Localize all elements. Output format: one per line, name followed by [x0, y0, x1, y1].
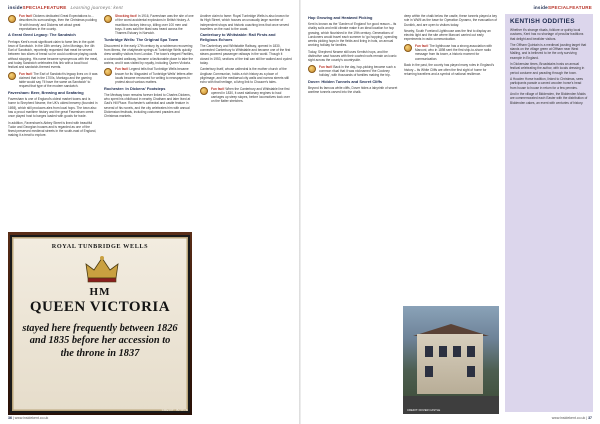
body-paragraph: The Medway town remains forever linked to Charles Dickens, who spent his childhood in nearby Chatham and later lived at Gad's Hill Place. Rochester's cathedral and castle feature in several of his novels, and the city celebrates him with annual Dickensian festivals, including costumed parades and Christmas markets. — [104, 92, 191, 119]
body-paragraph: Another claim to fame: Royal Tunbridge Wells is also known for its High Street, which houses an unusually large number of independent shops and historic coaching inns that once served travellers on the road to the coast. — [200, 14, 290, 31]
folio-right: www.insidekent.co.uk | 37 — [551, 416, 592, 420]
fun-fact-label: Shocking fact! — [115, 14, 137, 18]
left-column-3 — [200, 14, 292, 106]
fun-fact-text: In 1916, Faversham was the site of one of the worst accidental explosions in British history. A munitions factory blew up, killing over 100 men and boys. It was said the blast was heard across the Thames Estuary in Norwich. — [115, 14, 194, 35]
fact-badge-icon — [200, 87, 208, 95]
right-column-1 — [308, 14, 398, 97]
section-heading: Tunbridge Wells: The Original Spa Town — [104, 36, 179, 42]
body-paragraph: Perhaps Kent's most significant claim to fame lies in the quiet town of Sandwich. In the 18th century, John Montagu, the 4th Earl of Sandwich, reportedly requested that meat be served between two slices of bread so he could continue playing cards without stopping. His name became synonymous with the meal, and today Sandwich celebrates this link with a local food festival and sandwich-themed events. — [8, 39, 98, 70]
fact-badge-icon — [308, 65, 316, 73]
left-column-2 — [104, 14, 194, 121]
fun-fact-text: When the Canterbury and Whitstable line first opened in 1830, it used stationary engines to haul carriages up steep slopes, before locomotives took over on the flatter stretches. — [211, 86, 290, 104]
fun-fact — [104, 67, 194, 84]
section-heading: Dover: Hidden Tunnels and Secret Cliffs — [308, 78, 383, 84]
fun-fact-text: Back in the day, hop-picking became such a common ritual that it was nicknamed 'the Cockney holiday', with thousands of families making the trip. — [319, 64, 396, 78]
fun-fact-text: Legend tells that Tunbridge Wells became known for its 'disgusted of Tunbridge Wells' letters after locals became renowned for writing to newspapers in protest about various matters. — [115, 67, 193, 85]
body-paragraph: In Dickensian times, Broadstairs hosts an annual festival celebrating the author, with locals dressing in period costume and parading through the town. — [510, 62, 585, 75]
fun-fact-label: Fun fact! — [115, 67, 129, 72]
body-paragraph: Discovered in the early 17th century by a nobleman recovering from illness, the chalybeate springs at Tunbridge Wells quickly drew wealthy visitors from London. The town's elegant Pantiles, a colonnaded walkway, became a fashionable place to take the waters, and it was visited by royalty, including Queen Victoria. — [104, 43, 194, 65]
fun-fact — [104, 14, 194, 35]
right-column-2 — [404, 14, 498, 78]
body-paragraph: Nearby, South Foreland Lighthouse was the first to display an electric light and the site where Marconi carried out early experiments in radio communication. — [404, 28, 491, 42]
fact-badge-icon — [404, 44, 412, 52]
section-heading: Rochester: In Dickens' Footsteps — [104, 85, 166, 91]
photo-credit-2: CREDIT: DOVER CASTLE — [407, 408, 441, 412]
body-paragraph: A Hooden Horse tradition, linked to Christmas, sees participants parade a carved wooden horse's head from house to house in return for a few pennies. — [510, 77, 583, 90]
fun-fact — [404, 44, 498, 61]
fun-fact-text: The Earl of Sandwich's legacy lives on: it was claimed that in the 1700s, Montagu and the gaming table would say 'I'll have the same as Sandwich' to request that type of the modern sandwich. — [19, 71, 98, 89]
plaque-top-text: ROYAL TUNBRIDGE WELLS — [51, 243, 149, 250]
body-paragraph: Canterbury itself, whose cathedral is the mother church of the Anglican Communion, holds a rich history as a place of pilgrimage, and the mediaeval city walls and narrow streets still echo with that heritage, a living link to Chaucer's tales. — [200, 67, 289, 85]
oddities-title: KENTISH ODDITIES — [510, 18, 575, 25]
body-paragraph: Kent is known as the 'Garden of England' for good reason – its chalky soils and mild climate make it an ideal location for hop growing, which flourished in the 19th century. Generations of Londoners would travel each summer to 'go hopping', spending weeks picking hops in the fields and living in huts, an annual working holiday for families. — [308, 22, 398, 48]
plaque-queen: QUEEN VICTORIA — [29, 299, 171, 315]
photo-credit: CREDIT: ISTOCK — [161, 408, 188, 412]
fun-fact-text: Dickens dedicated Great Expectations to... describes its surroundings, then the Christmas pudding 'lit with brandy' and Dickens set about great expectations in the county. — [19, 14, 97, 31]
plaque-sign — [10, 235, 190, 413]
folio-left: 36 | www.insidekent.co.uk — [8, 416, 49, 420]
fun-fact-label: Fun fact! — [415, 43, 429, 48]
fun-fact — [8, 14, 98, 31]
section-heading: Faversham: Beer, Brewing and Seafaring — [8, 89, 84, 95]
running-head-right: insideSPECIALFEATURE — [533, 5, 592, 10]
section-heading: Canterbury to Whitstable: Rail Firsts and Religious Echoes — [200, 32, 276, 42]
plaque-hm: HM — [89, 286, 111, 298]
fun-fact — [200, 87, 292, 104]
body-paragraph: Whether it's strange rituals, folklore or quirky local customs, Kent has no shortage of peculiar traditions that delight and bewilder visitors. — [510, 28, 584, 41]
body-paragraph: Beyond its famous white cliffs, Dover hides a labyrinth of secret wartime tunnels carved into the chalk. — [308, 86, 398, 95]
fact-badge-icon — [8, 15, 16, 23]
body-paragraph: The Canterbury and Whitstable Railway, opened in 1830, connected Canterbury to Whitstable and became one of the first steam-powered passenger railways in the world. Though it closed in 1953, sections of the trail can still be walked and cycled today. — [200, 43, 292, 65]
body-paragraph: deep within the chalk below the castle, these tunnels played a key role in WWII as the base for Operation Dynamo, the evacuation of Dunkirk, and are open to visitors today. — [404, 14, 498, 27]
fact-badge-icon — [104, 68, 112, 76]
fun-fact-label: Fun fact! — [19, 14, 33, 18]
body-paragraph: Faversham is one of England's oldest market towns and is home to Shepherd Neame, the UK's oldest brewery (founded in 1698), which still produces ales from local hops. The town also has a proud maritime history and the great Faversham creek once played host to barges loaded with goods for trade. — [8, 97, 98, 119]
building-photo — [403, 306, 499, 414]
fun-fact-label: Fun fact! — [19, 71, 33, 76]
fun-fact — [8, 72, 98, 89]
fun-fact — [308, 65, 398, 78]
section-heading: A Great Geed Legacy: The Sandwich — [8, 32, 76, 38]
fun-fact-text: The lighthouse has a strong association with Marconi, who in 1898 sent the first ship-to-shore radio message from its tower, a historic moment for communication. — [415, 43, 493, 61]
kentish-oddities-box — [505, 14, 593, 412]
body-paragraph: Back in the past, the county has played many roles in England's history – its White Cliffs are often the first sight of home for returning travellers and a symbol of national resilience. — [404, 63, 495, 76]
running-head-left: insideSPECIALFEATURE Learning journeys: kent — [8, 5, 123, 10]
fun-fact-label: Fun fact! — [319, 64, 333, 69]
fact-badge-icon — [8, 72, 16, 80]
body-paragraph: The Offham Quintain is a medieval jousting target that stands on the village green at Offham near West Malling, and is believed to be the only surviving example in England. — [510, 42, 587, 60]
queen-victoria-plaque-photo — [8, 232, 192, 415]
section-heading: Hop Growing and Heatwed Picking — [308, 15, 373, 20]
fun-fact-label: Fun fact! — [211, 86, 225, 91]
body-paragraph: Today, Shepherd Neame still uses Kentish hops, and the distinctive oast houses with their cowled roofs remain an iconic sight across the county's countryside. — [308, 49, 397, 63]
fact-badge-icon — [104, 15, 112, 23]
body-paragraph: And in the village of Biddenden, the Biddenden Maids are commemorated each Easter with the distribution of Biddenden cakes, an event with centuries of history. — [510, 92, 588, 105]
body-paragraph: In addition, Faversham's Abbey Street is lined with beautiful Tudor and Georgian houses and is regarded as one of the finest preserved medieval streets in the south-east of England, making it a treat to explore. — [8, 120, 97, 138]
crown-icon — [82, 254, 122, 284]
plaque-inscription: stayed here frequently between 1826 and 1835 before her accession to the throne in 1837 — [22, 323, 178, 359]
left-column-1 — [8, 14, 98, 140]
